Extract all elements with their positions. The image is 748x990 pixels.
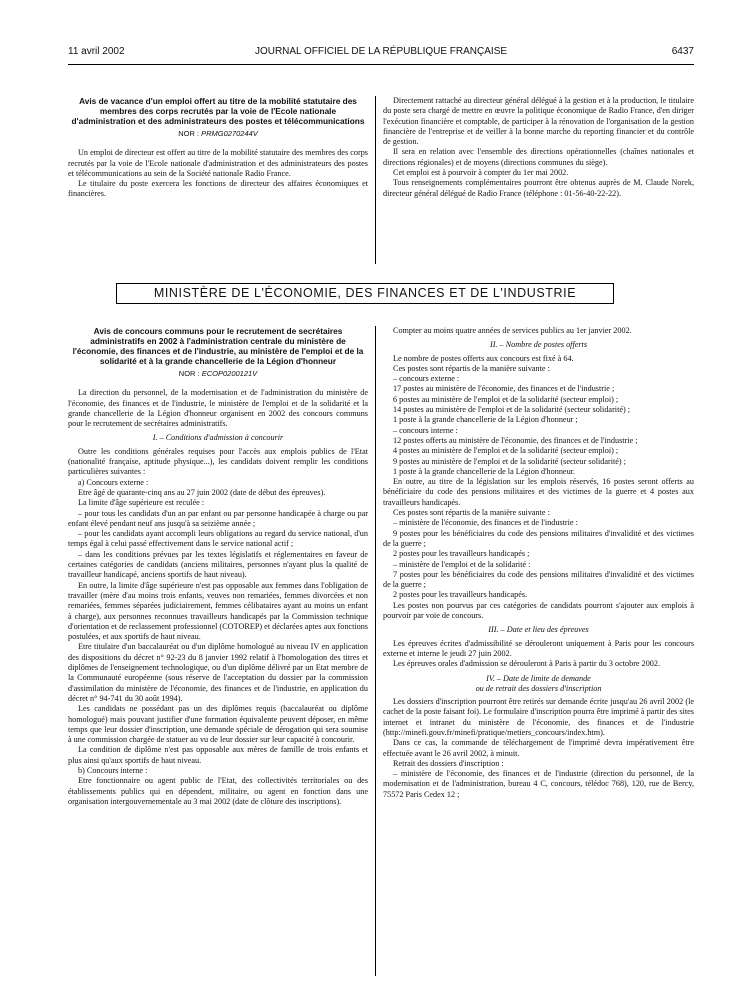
nor-code: PRMG0270244V <box>201 129 258 138</box>
paragraph: Tous renseignements complémentaires pourront être obtenus auprès de M. Claude Norek, directeur général délégué de Radio France (téléphone : 01-56-40-22-22). <box>383 178 694 198</box>
section-title-text: III. – Date et lieu des épreuves <box>488 625 589 635</box>
page-header <box>68 46 694 65</box>
section-title <box>383 684 694 694</box>
section-title <box>383 674 694 684</box>
paragraph: – ministère de l'économie, des finances et de l'industrie : <box>393 518 578 528</box>
section-title-text: I. – Conditions d'admission à concourir <box>152 433 284 443</box>
paragraph: 6 postes au ministère de l'emploi et de la solidarité (secteur emploi) ; <box>393 394 619 404</box>
avis2-nor <box>68 369 368 379</box>
section-title <box>383 625 694 635</box>
paragraph: Ces postes sont répartis de la manière suivante : <box>393 508 550 518</box>
paragraph: En outre, au titre de la législation sur les emplois réservés, 16 postes seront offerts au bénéficiaire du code des pensions militaires et des victimes de la guerre et 4 postes aux travailleurs handicapés. <box>383 477 694 507</box>
paragraph: 1 poste à la grande chancellerie de la Légion d'honneur. <box>393 466 575 476</box>
section-title-text: IV. – Date de limite de demande <box>486 673 591 683</box>
paragraph: Ces postes sont répartis de la manière suivante : <box>393 363 550 373</box>
paragraph: Directement rattaché au directeur général délégué à la gestion et à la production, le titulaire du poste sera chargé de mettre en œuvre la politique économique de Radio France, d'en diriger l'exécution financière et comptable, de participer à la rénovation de l'organisation de la gestion financière de l'entreprise et de veiller à la bonne marche du reporting financier et du contrôle de gestion. <box>383 96 694 147</box>
paragraph: Dans ce cas, la commande de téléchargement de l'imprimé devra impérativement être effectuée avant le 26 avril 2002, à minuit. <box>383 738 694 758</box>
avis2-title: Avis de concours communs pour le recrutement de secrétaires administratifs en 2002 à l'administration centrale du ministère de l'économie, des finances et de l'industrie, au ministère de l'emploi et de la solidarité et à la grande chancellerie de la Légion d'honneur <box>72 326 364 366</box>
paragraph: – concours externe : <box>393 374 460 384</box>
paragraph: Un emploi de directeur est offert au titre de la mobilité statutaire des membres des corps recrutés par la voie de l'Ecole nationale d'administration et des administrateurs des postes et télécommunications au sein de la Société nationale Radio France. <box>68 148 368 178</box>
section-title-text: ou de retrait des dossiers d'inscription <box>475 683 602 693</box>
nor-code: ECOP0200121V <box>201 369 258 378</box>
header-page-number: 6437 <box>671 46 694 57</box>
avis2-left-column <box>68 326 368 807</box>
header-journal-title: JOURNAL OFFICIEL DE LA RÉPUBLIQUE FRANÇAISE <box>254 46 508 57</box>
paragraph: Les dossiers d'inscription pourront être retirés sur demande écrite jusqu'au 26 avril 2002 (le cachet de la poste faisant foi). Le formulaire d'inscription pourra être imprimé à partir des sites internet et intranet du ministère de l'économie, des finances et de l'industrie (http://minefi.gouv.fr/minefi/pratique/metiers_concours/index.htm). <box>383 697 694 737</box>
avis1-left-column <box>68 96 368 200</box>
column-divider <box>375 96 376 264</box>
paragraph: Les candidats ne possédant pas un des diplômes requis (baccalauréat ou diplôme homologué) mais pouvant justifier d'une formation équivalente peuvent déposer, en même temps que leur dossier d'inscription, une demande spéciale de dérogation qui sera soumise à une commission chargée de statuer au vu de leur dossier sur leur capacité à concourir. <box>68 704 368 745</box>
paragraph: Le nombre de postes offerts aux concours est fixé à 64. <box>393 353 574 363</box>
paragraph: – dans les conditions prévues par les textes législatifs et réglementaires en faveur de certaines catégories de candidats (anciens militaires, personnes n'ayant plus la qualité de travailleur handicapé, anciens sportifs de haut niveau). <box>68 549 368 580</box>
paragraph: b) Concours interne : <box>78 765 148 775</box>
paragraph: 14 postes au ministère de l'emploi et de la solidarité (secteur solidarité) ; <box>393 405 631 415</box>
ministry-banner: MINISTÈRE DE L'ÉCONOMIE, DES FINANCES ET DE L'INDUSTRIE <box>116 283 614 304</box>
nor-label: NOR : <box>178 129 202 138</box>
section-title <box>383 340 694 350</box>
paragraph: La condition de diplôme n'est pas opposable aux mères de famille de trois enfants et plus ainsi qu'aux sportifs de haut niveau. <box>68 745 368 765</box>
section-title-text: II. – Nombre de postes offerts <box>489 340 588 350</box>
avis1-right-column <box>383 96 694 199</box>
paragraph: 2 postes pour les travailleurs handicapés ; <box>393 549 530 559</box>
paragraph: Les postes non pourvus par ces catégories de candidats pourront s'ajouter aux emplois à pourvoir par voie de concours. <box>383 600 694 621</box>
paragraph: La direction du personnel, de la modernisation et de l'administration du ministère de l'économie, des finances et de l'industrie, le ministère de l'emploi et de la solidarité et la grande chancellerie de la Légion d'honneur organisent en 2002 des concours communs pour le recrutement de secrétaires administratifs. <box>68 388 368 429</box>
paragraph: Compter au moins quatre années de services publics au 1er janvier 2002. <box>393 326 632 335</box>
paragraph: Cet emploi est à pourvoir à compter du 1er mai 2002. <box>393 168 569 178</box>
paragraph: – ministère de l'économie, des finances et de l'industrie (direction du personnel, de la modernisation et de l'administration, bureau 4 C, concours, télédoc 768), 120, rue de Bercy, 75572 Paris Cedex 12 ; <box>383 769 694 799</box>
avis1-title: Avis de vacance d'un emploi offert au titre de la mobilité statutaire des membres des corps recrutés par la voie de l'Ecole nationale d'administration et des administrateurs des postes et télécommunications <box>71 96 365 126</box>
paragraph: – ministère de l'emploi et de la solidarité : <box>393 559 531 569</box>
paragraph: 12 postes offerts au ministère de l'économie, des finances et de l'industrie ; <box>393 435 638 445</box>
paragraph: 4 postes au ministère de l'emploi et de la solidarité (secteur emploi) ; <box>393 446 619 456</box>
paragraph: 1 poste à la grande chancellerie de la Légion d'honneur ; <box>393 415 578 425</box>
paragraph: En outre, la limite d'âge supérieure n'est pas opposable aux femmes dans l'obligation de travailler (mère d'au moins trois enfants, veuves non remariées, femmes divorcées et non remariées, femmes séparées judiciairement, femmes célibataires ayant au moins un enfant à charge), aux personnes reconnues travailleurs handicapés par la Commission technique d'orientation et de reclassement professionnel (COTOREP) et déclarées aptes aux fonctions postulées, et aux sportifs de haut niveau. <box>68 580 368 642</box>
paragraph: – concours interne : <box>393 425 458 435</box>
column-divider <box>375 326 376 976</box>
paragraph: a) Concours externe : <box>78 477 149 487</box>
section-title <box>68 433 368 443</box>
paragraph: Etre fonctionnaire ou agent public de l'Etat, des collectivités territoriales ou des établissements publics qui en dépendent, militaire, ou agent en fonction dans une organisation intergouvernementale au 3 mai 2002 (date de clôture des inscriptions). <box>68 776 368 806</box>
paragraph: – pour les candidats ayant accompli leurs obligations au regard du service national, d'un temps égal à celui passé effectivement dans le service national actif ; <box>68 529 368 549</box>
header-date: 11 avril 2002 <box>68 46 125 57</box>
paragraph: Outre les conditions générales requises pour l'accès aux emplois publics de l'Etat (nationalité française, aptitude physique...), les candidats doivent remplir les conditions particulières suivantes : <box>68 446 368 477</box>
paragraph: Etre titulaire d'un baccalauréat ou d'un diplôme homologué au niveau IV en application des dispositions du décret n° 92-23 du 8 janvier 1992 relatif à l'homologation des titres et diplômes de l'enseignement technologique, ou d'un diplôme délivré par un Etat membre de la Communauté européenne (sous réserve de l'acceptation du dossier par la commission d'assimilation du ministère de l'économie, des finances et de l'industrie, en application du décret n° 94-741 du 30 août 1994). <box>68 642 368 703</box>
nor-label: NOR : <box>178 369 202 378</box>
paragraph: – pour tous les candidats d'un an par enfant ou par personne handicapée à charge ou par enfant élevé pendant neuf ans jusqu'à sa seizième année ; <box>68 508 368 528</box>
avis2-right-column <box>383 326 694 800</box>
paragraph: La limite d'âge supérieure est reculée : <box>78 498 205 508</box>
paragraph: 9 postes pour les bénéficiaires du code des pensions militaires d'invalidité et des victimes de la guerre ; <box>383 528 694 548</box>
paragraph: Etre âgé de quarante-cinq ans au 27 juin 2002 (date de début des épreuves). <box>78 487 326 497</box>
avis1-nor <box>68 129 368 139</box>
paragraph: Il sera en relation avec l'ensemble des directions opérationnelles (chaînes nationales et directions régionales) et de moyens (directions communes du siège). <box>383 147 694 167</box>
paragraph: 9 postes au ministère de l'emploi et de la solidarité (secteur solidarité) ; <box>393 456 626 466</box>
paragraph: 7 postes pour les bénéficiaires du code des pensions militaires d'invalidité et des victimes de la guerre ; <box>383 569 694 590</box>
paragraph: Retrait des dossiers d'inscription : <box>393 758 504 768</box>
paragraph: Les épreuves orales d'admission se dérouleront à Paris à partir du 3 octobre 2002. <box>393 659 661 669</box>
paragraph: 2 postes pour les travailleurs handicapés. <box>393 590 528 600</box>
paragraph: Les épreuves écrites d'admissibilité se dérouleront uniquement à Paris pour les concours externe et interne le jeudi 27 juin 2002. <box>383 638 694 658</box>
paragraph: 17 postes au ministère de l'économie, des finances et de l'industrie ; <box>393 384 615 394</box>
paragraph: Le titulaire du poste exercera les fonctions de directeur des affaires économiques et financières. <box>68 179 368 199</box>
